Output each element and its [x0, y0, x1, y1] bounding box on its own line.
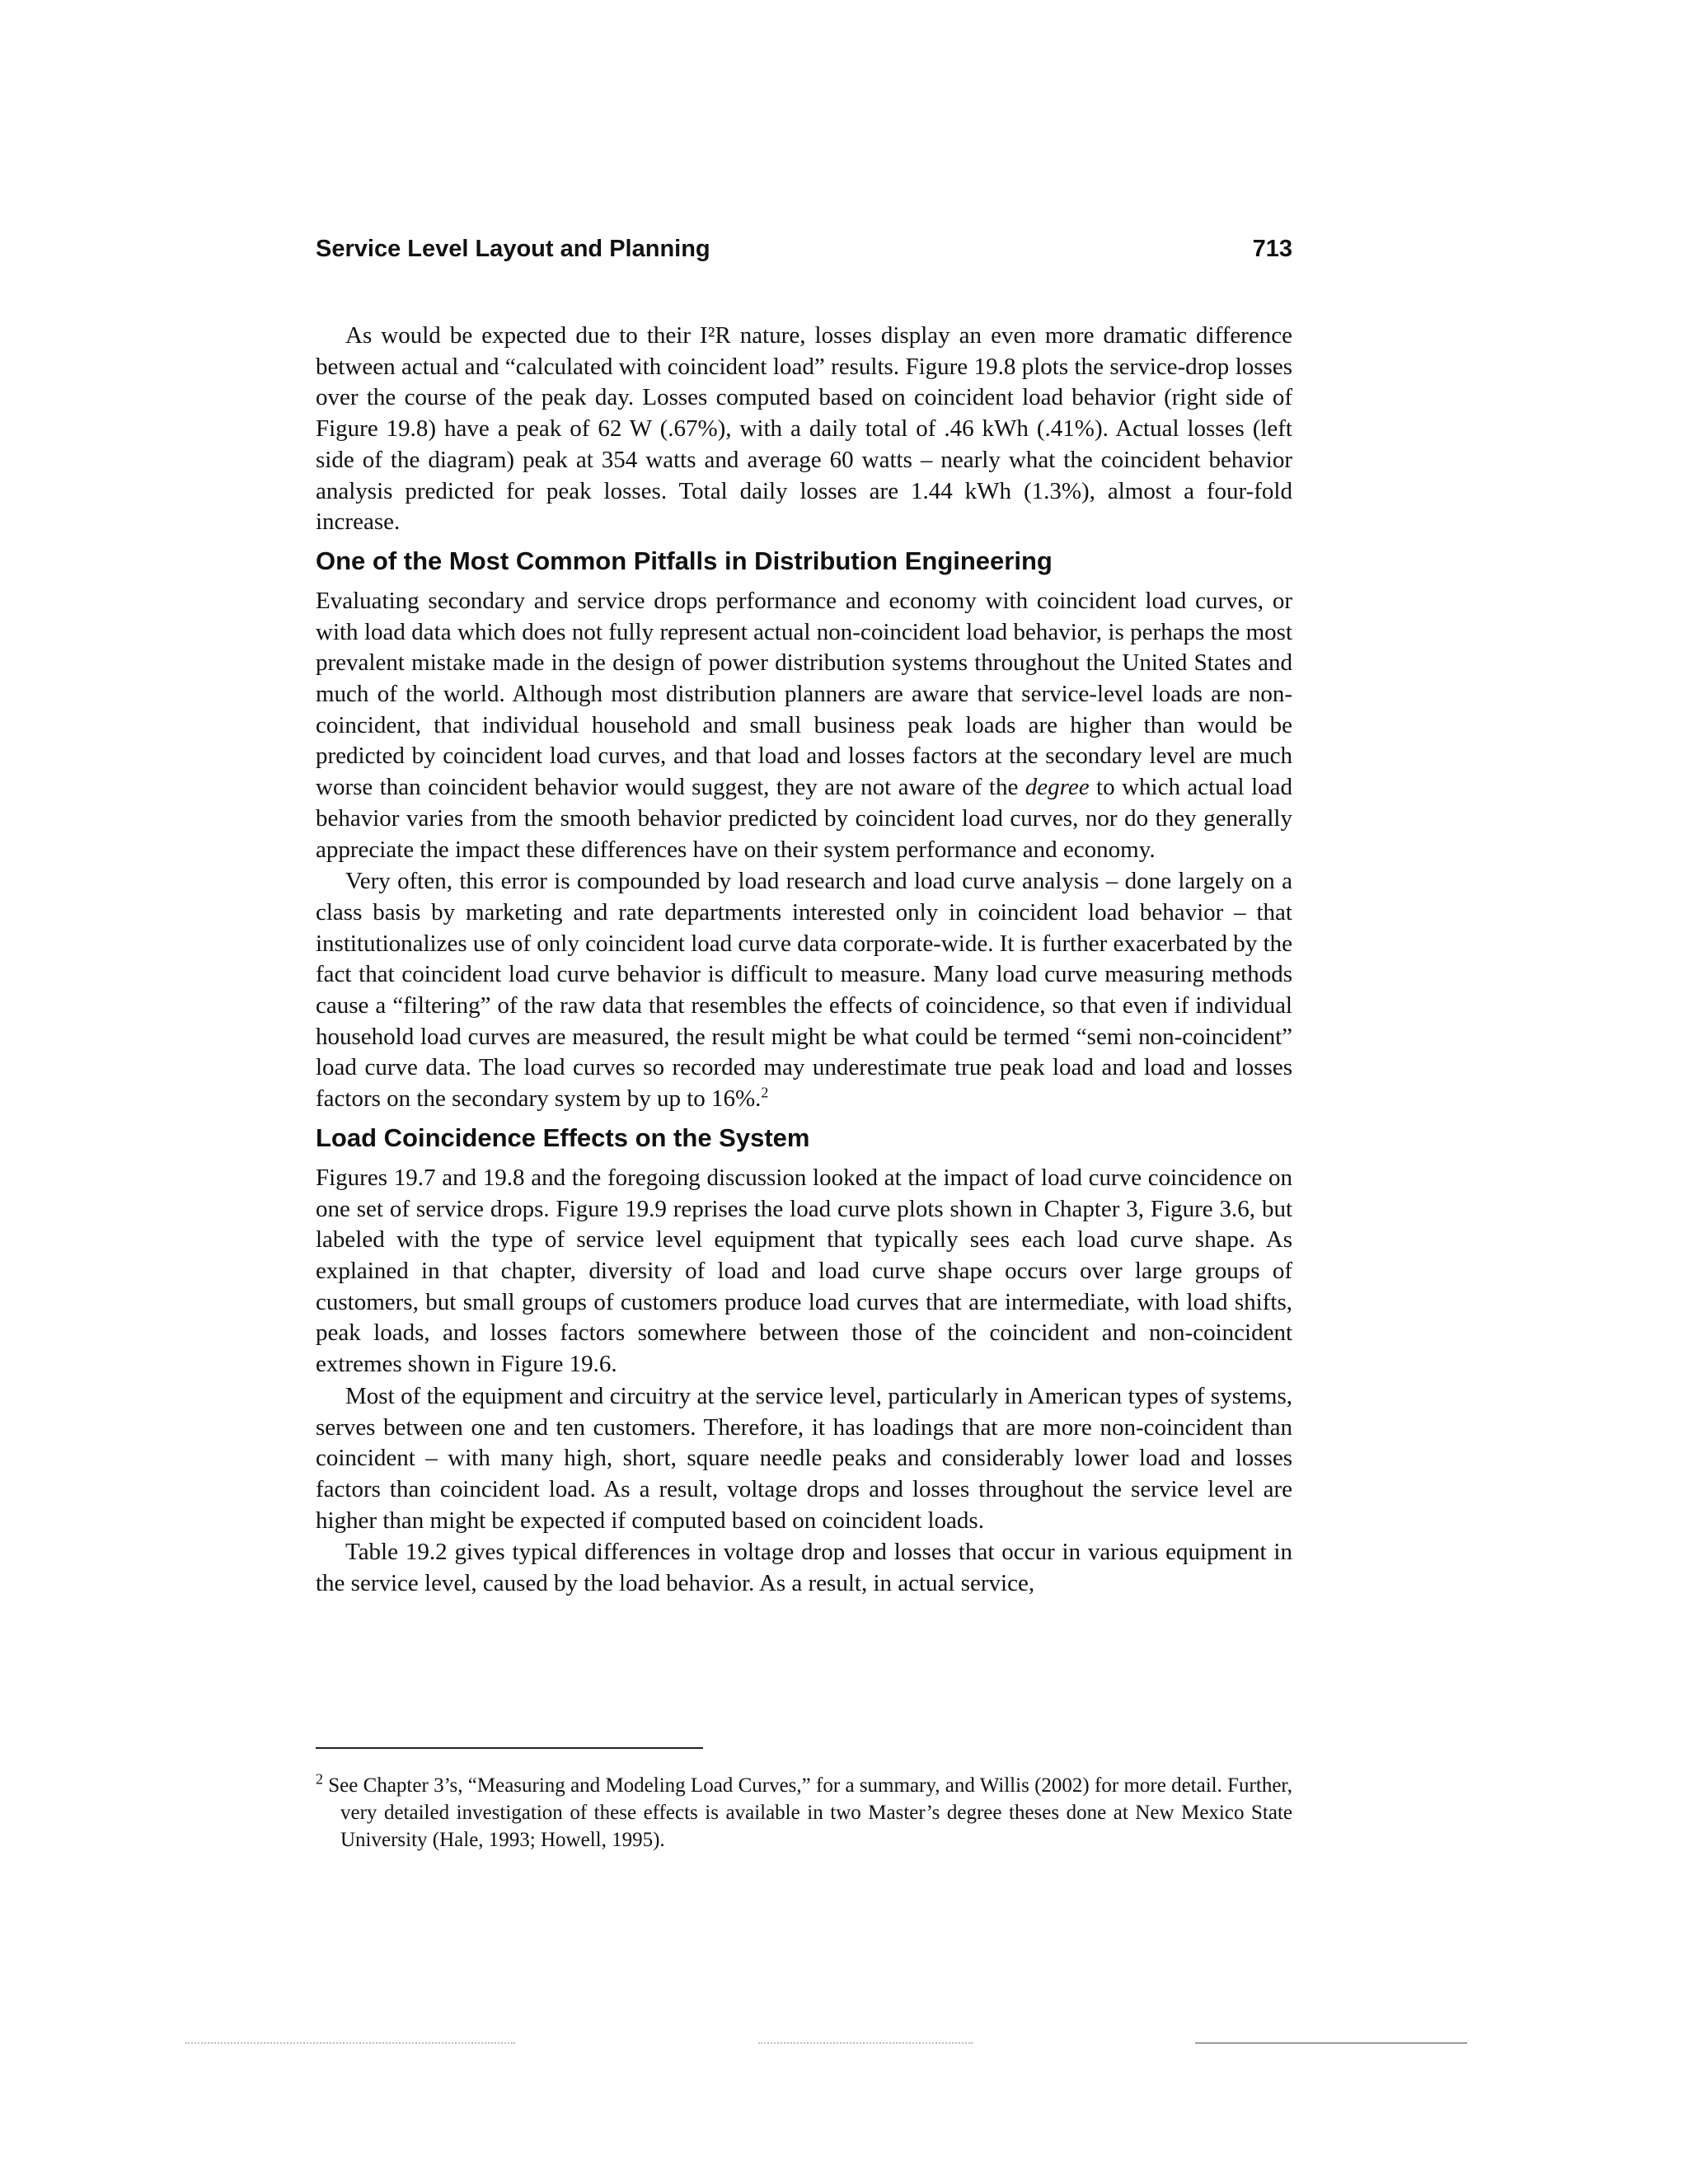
scan-artifact-left — [185, 2042, 515, 2044]
paragraph-table-reference: Table 19.2 gives typical differences in voltage drop and losses that occur in various equipment in the service level, caused by the load behavior. As a result, in actual service, — [316, 1539, 1292, 1597]
footnote-rule — [316, 1747, 703, 1749]
footnote-reference: 2 — [761, 1084, 769, 1101]
paragraph-losses-intro: As would be expected due to their I²R nature, losses display an even more dramatic difference between actual and “calculated with coincident load” results. Figure 19.8 plots the service-drop losses over the course of the peak day. Losses computed based on coincident load behavior (right side of Figure 19.8) have a peak of 62 W (.67%), with a daily total of .46 kWh (.41%). Actual losses (left side of the diagram) peak at 354 watts and average 60 watts – nearly what the coincident behavior analysis predicted for peak losses. Total daily losses are 1.44 kWh (1.3%), almost a four-fold increase. — [316, 322, 1292, 536]
section-heading-pitfalls: One of the Most Common Pitfalls in Distribution Engineering — [316, 546, 1053, 575]
footnote — [316, 1772, 1292, 1854]
running-header-title: Service Level Layout and Planning — [316, 236, 710, 262]
section-heading-coincidence: Load Coincidence Effects on the System — [316, 1122, 810, 1152]
paragraph-equipment-loadings: Most of the equipment and circuitry at the service level, particularly in American types of systems, serves between one and ten customers. Therefore, it has loadings that are more non-coincident than coincident – with many high, short, square needle peaks and considerably lower load and losses factors than coincident load. As a result, voltage drops and losses throughout the service level are higher than might be expected if computed based on coincident loads. — [316, 1382, 1292, 1534]
paragraph-pitfalls — [316, 586, 1292, 865]
page-number: 713 — [1252, 236, 1292, 262]
footnote-text: See Chapter 3’s, “Measuring and Modeling Load Curves,” for a summary, and Willis (2002) for more detail. Further, very detailed investigation of these effects is available in two Master’s degree theses done at New Mexico State University (Hale, 1993; Howell, 1995). — [323, 1774, 1292, 1851]
emphasis-degree: degree — [1025, 774, 1090, 801]
paragraph-compounded-error — [316, 866, 1292, 1115]
paragraph-compounded-text: Very often, this error is compounded by load research and load curve analysis – done largely on a class basis by marketing and rate departments interested only in coincident load behavior – that institutionalizes use of only coincident load curve data corporate-wide. It is further exacerbated by the fact that coincident load curve behavior is difficult to measure. Many load curve measuring methods cause a “filtering” of the raw data that resembles the effects of coincidence, so that even if individual household load curves are measured, the result might be what could be termed “semi non-coincident” load curve data. The load curves so recorded may underestimate true peak load and load and losses factors on the secondary system by up to 16%. — [316, 868, 1292, 1113]
paragraph-pitfalls-part2: to which actual load behavior varies from the smooth behavior predicted by coincident load curves, nor do they generally appreciate the impact these differences have on their system performance and economy. — [316, 774, 1292, 863]
paragraph-coincidence-effects: Figures 19.7 and 19.8 and the foregoing discussion looked at the impact of load curve coincidence on one set of service drops. Figure 19.9 reprises the load curve plots shown in Chapter 3, Figure 3.6, but labeled with the type of service level equipment that typically sees each load curve shape. As explained in that chapter, diversity of load and load curve shape occurs over large groups of customers, but small groups of customers produce load curves that are intermediate, with load shifts, peak loads, and losses factors somewhere between those of the coincident and non-coincident extremes shown in Figure 19.6. — [316, 1164, 1292, 1378]
scan-artifact-right — [1195, 2042, 1467, 2044]
scan-artifact-center — [758, 2042, 973, 2044]
running-header — [316, 236, 1292, 263]
body-text — [316, 321, 1292, 1600]
footnote-marker: 2 — [316, 1770, 323, 1788]
paragraph-pitfalls-part1: Evaluating secondary and service drops performance and economy with coincident load curves, or with load data which does not fully represent actual non-coincident load behavior, is perhaps the most prevalent mistake made in the design of power distribution systems throughout the United States and much of the world. Although most distribution planners are aware that service-level loads are non-coincident, that individual household and small business peak loads are higher than would be predicted by coincident load curves, and that load and losses factors at the secondary level are much worse than coincident behavior would suggest, they are not aware of the — [316, 587, 1292, 801]
